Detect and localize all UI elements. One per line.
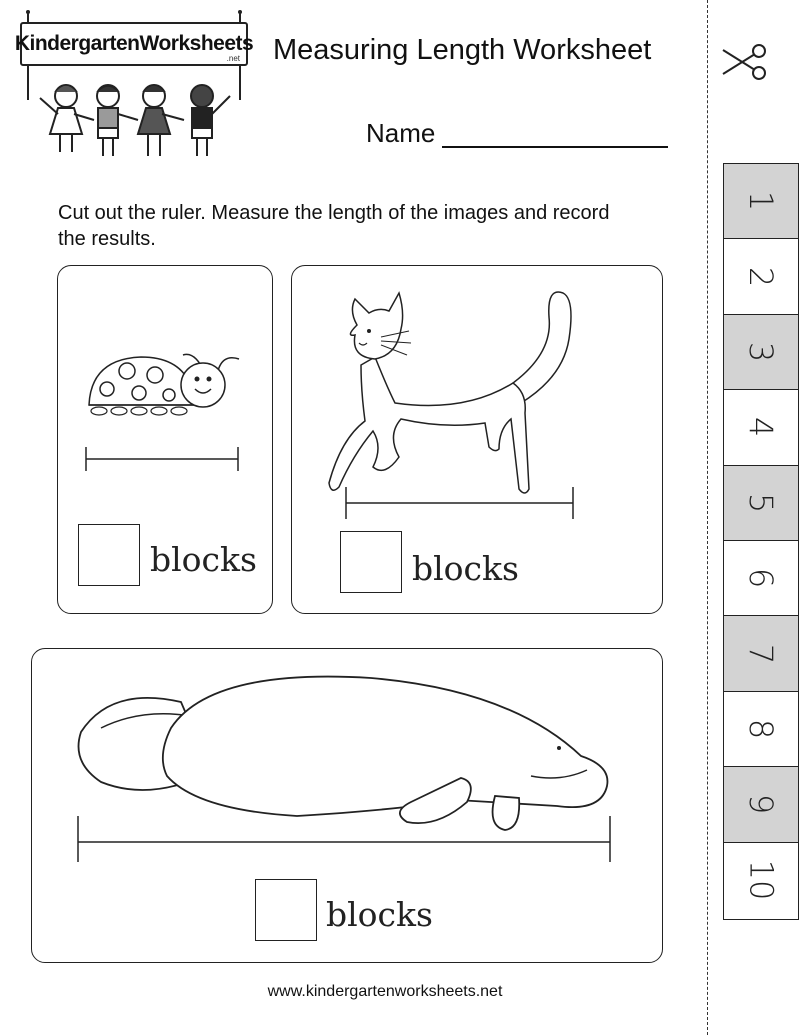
ruler-number: 4 — [741, 417, 780, 438]
ruler-number: 5 — [741, 492, 780, 513]
ruler-number: 10 — [742, 859, 780, 901]
manatee-unit-label: blocks — [326, 895, 433, 934]
cut-line — [707, 0, 708, 1035]
ruler-block — [724, 541, 798, 616]
ruler-block — [724, 843, 798, 918]
manatee-answer-box[interactable] — [255, 879, 317, 941]
instructions: Cut out the ruler. Measure the length of the images and record the results. — [58, 202, 610, 250]
ruler-block — [724, 315, 798, 390]
ruler-number: 3 — [741, 341, 780, 363]
footer-url[interactable]: www.kindergartenworksheets.net — [267, 983, 503, 1000]
scissors-icon — [721, 38, 769, 86]
cat-unit-label: blocks — [412, 549, 519, 588]
logo-banner — [14, 22, 254, 66]
ruler-number: 6 — [741, 568, 780, 589]
cat-answer-box[interactable] — [340, 531, 402, 593]
ruler-block — [724, 239, 798, 314]
cut-out-ruler[interactable] — [723, 163, 799, 920]
cat-card — [291, 265, 663, 614]
ruler-number: 7 — [741, 643, 780, 664]
ruler-number: 1 — [741, 191, 780, 212]
ruler-number: 9 — [741, 794, 780, 815]
ruler-block — [724, 692, 798, 767]
ruler-block — [724, 466, 798, 541]
ladybug-measure-line — [57, 441, 273, 481]
name-write-line[interactable] — [442, 146, 668, 148]
ruler-number: 2 — [741, 266, 780, 287]
ruler-number: 8 — [741, 718, 780, 740]
manatee-measure-line — [31, 814, 663, 864]
ruler-block — [724, 390, 798, 465]
page-title: Measuring Length Worksheet — [273, 34, 652, 66]
ladybug-unit-label: blocks — [150, 540, 257, 579]
ruler-block — [724, 616, 798, 691]
ruler-block — [724, 164, 798, 239]
manatee-card — [31, 648, 663, 963]
logo-text: KindergartenWorksheets — [14, 32, 254, 55]
cat-measure-line — [291, 481, 663, 521]
ladybug-answer-box[interactable] — [78, 524, 140, 586]
ruler-block — [724, 767, 798, 842]
ladybug-card — [57, 265, 273, 614]
logo-suffix: .net — [226, 54, 240, 63]
name-label: Name — [366, 118, 436, 148]
